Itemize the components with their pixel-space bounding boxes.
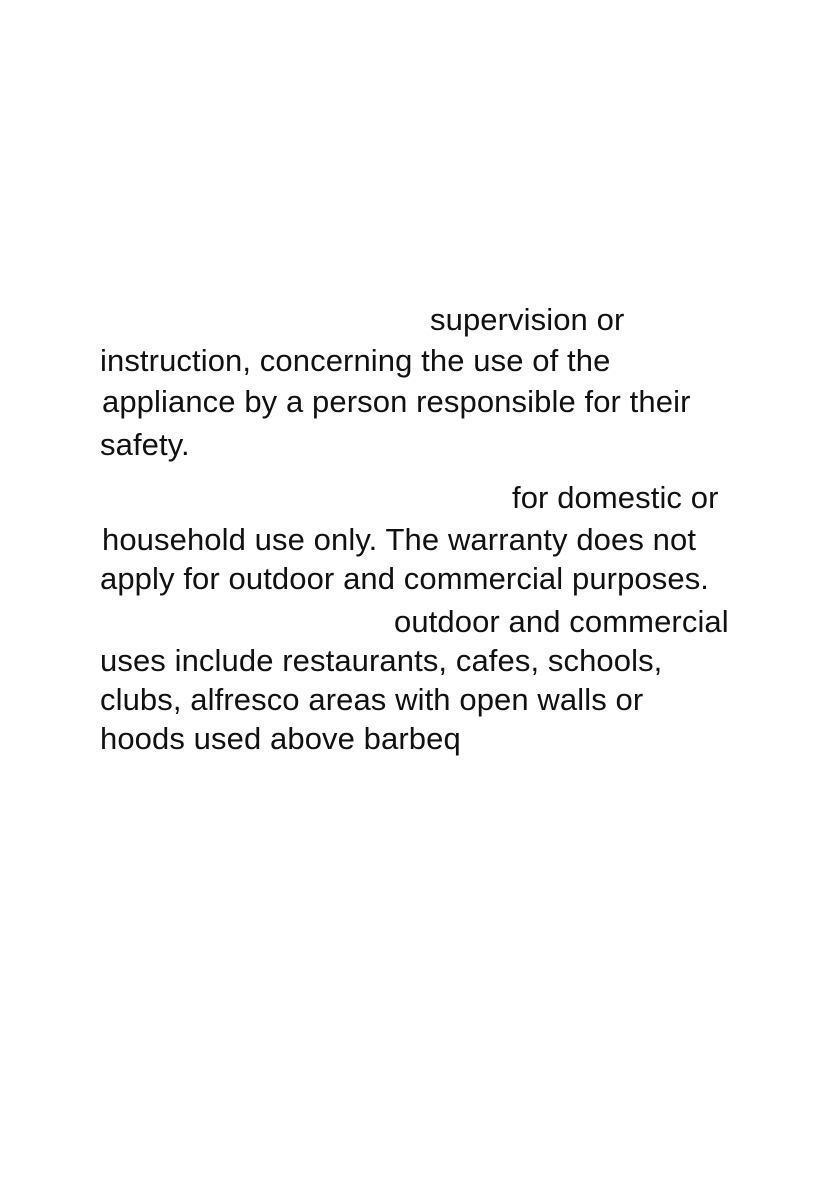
text-line: uses include restaurants, cafes, schools, — [100, 643, 663, 678]
text-line: clubs, alfresco areas with open walls or — [100, 682, 644, 717]
text-line: appliance by a person responsible for their — [102, 384, 691, 419]
text-line: instruction, concerning the use of the — [100, 343, 611, 378]
text-line: household use only. The warranty does not — [102, 522, 697, 557]
text-line: apply for outdoor and commercial purposes. — [100, 561, 710, 596]
text-line: outdoor and commercial — [394, 604, 729, 639]
text-line: hoods used above barbeq — [100, 721, 461, 756]
text-line: for domestic or — [512, 480, 719, 515]
text-line: safety. — [100, 427, 190, 462]
text-line: supervision or — [430, 302, 625, 337]
